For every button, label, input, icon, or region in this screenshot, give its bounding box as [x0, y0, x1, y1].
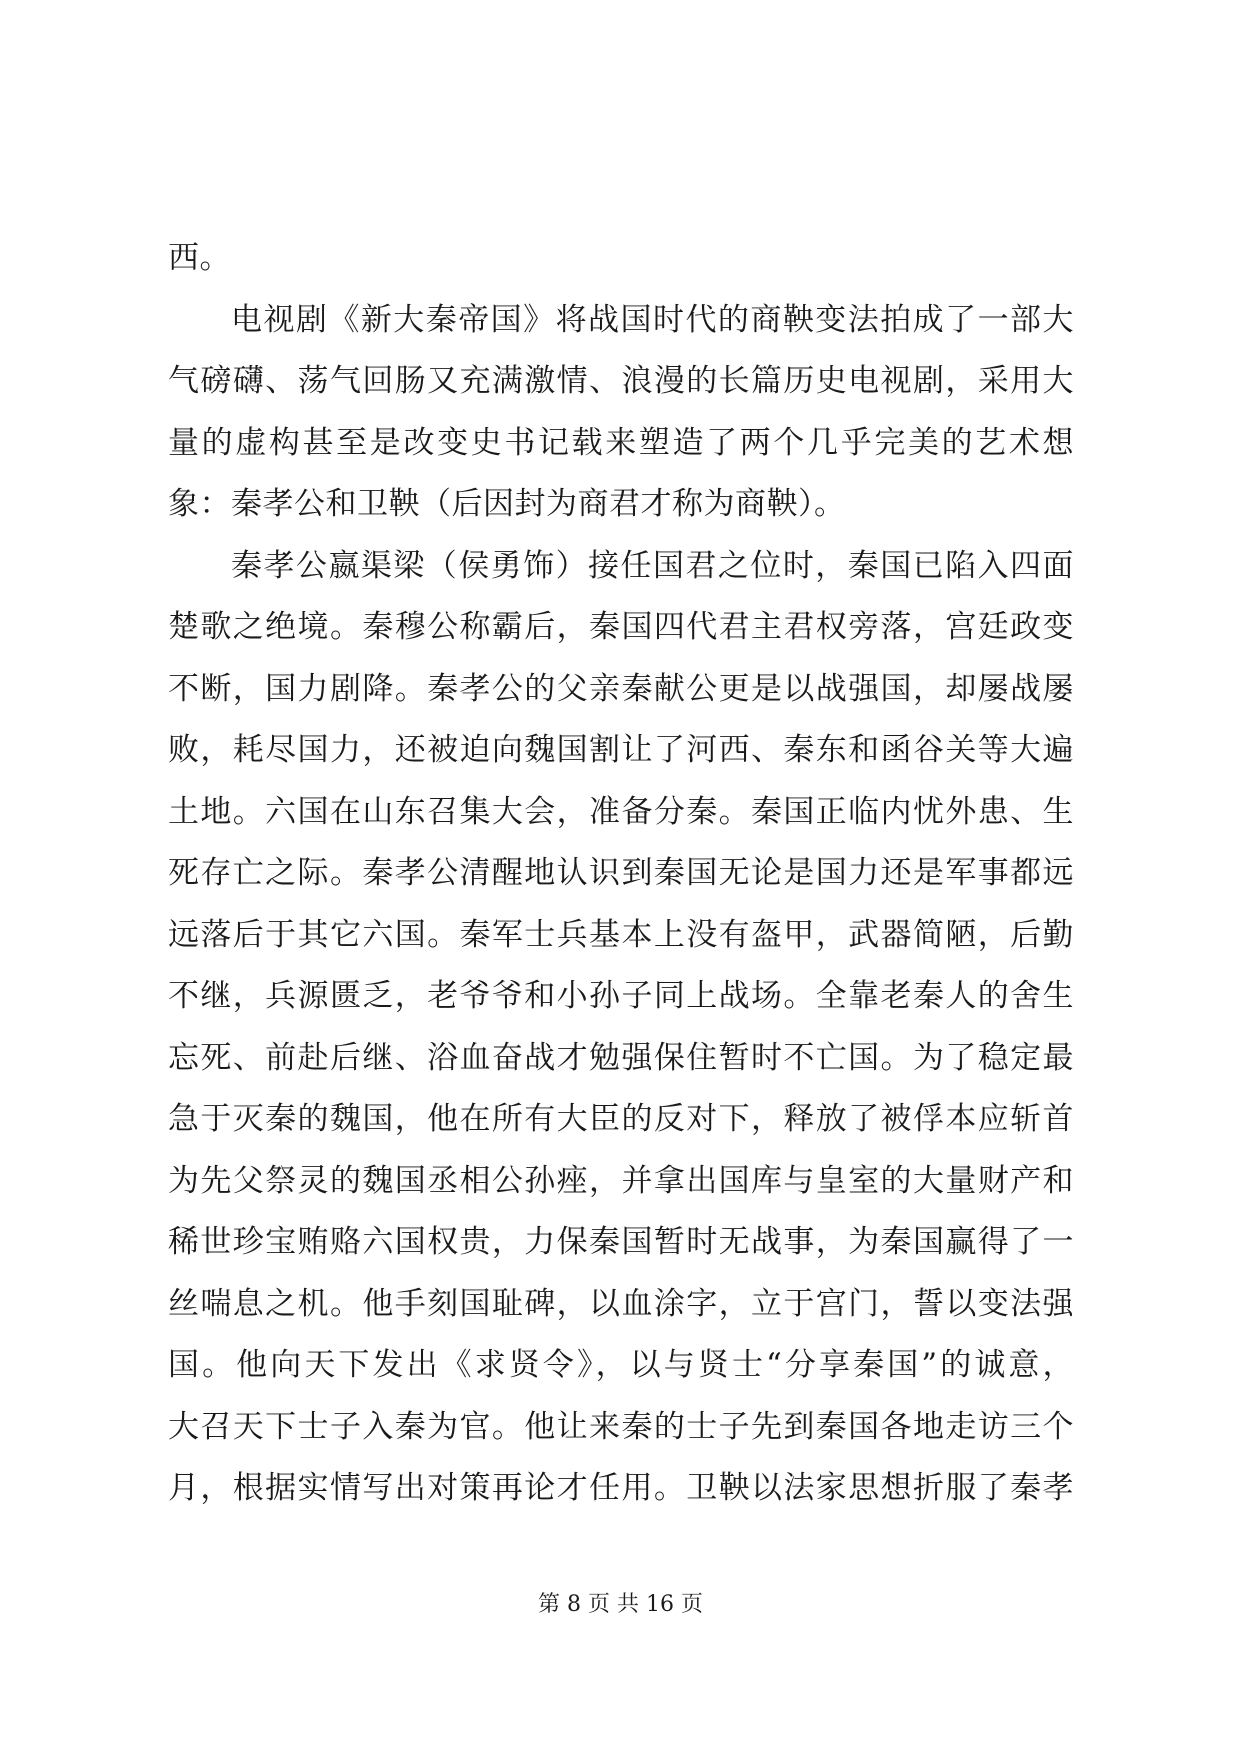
paragraph-line: 国。他向天下发出《求贤令》，以与贤士“分享秦国”的诚意，: [168, 1347, 1074, 1383]
page-number-footer: 第 8 页 共 16 页: [538, 1592, 703, 1617]
paragraph-line: 西。: [168, 240, 231, 276]
paragraph-line: 稀世珍宝贿赂六国权贵，力保秦国暂时无战事，为秦国赢得了一: [168, 1224, 1074, 1260]
paragraph-line: 大召天下士子入秦为官。他让来秦的士子先到秦国各地走访三个: [168, 1408, 1074, 1445]
paragraph-line: 不继，兵源匮乏，老爷爷和小孙子同上战场。全靠老秦人的舍生: [168, 978, 1074, 1014]
paragraph-line: 月，根据实情写出对策再论才任用。卫鞅以法家思想折服了秦孝: [168, 1470, 1074, 1506]
paragraph-line: 丝喘息之机。他手刻国耻碑，以血涂字，立于宫门，誓以变法强: [168, 1285, 1074, 1322]
paragraph-line: 象：秦孝公和卫鞅（后因封为商君才称为商鞅）。: [168, 486, 846, 522]
paragraph-line: 为先父祭灵的魏国丞相公孙痤，并拿出国库与皇室的大量财产和: [168, 1162, 1074, 1199]
paragraph-line: 远落后于其它六国。秦军士兵基本上没有盔甲，武器简陋，后勤: [168, 916, 1074, 953]
paragraph-line: 忘死、前赴后继、浴血奋战才勉强保住暂时不亡国。为了稳定最: [168, 1039, 1074, 1076]
paragraph-line: 败，耗尽国力，还被迫向魏国割让了河西、秦东和函谷关等大遍: [168, 732, 1074, 768]
paragraph-line: 死存亡之际。秦孝公清醒地认识到秦国无论是国力还是军事都远: [168, 855, 1074, 891]
paragraph-line: 急于灭秦的魏国，他在所有大臣的反对下，释放了被俘本应斩首: [168, 1101, 1074, 1137]
paragraph-line: 电视剧《新大秦帝国》将战国时代的商鞅变法拍成了一部大: [231, 301, 1074, 338]
paragraph-line: 楚歌之绝境。秦穆公称霸后，秦国四代君主君权旁落，宫廷政变: [168, 609, 1074, 645]
paragraph-line: 不断，国力剧降。秦孝公的父亲秦献公更是以战强国，却屡战屡: [168, 670, 1074, 707]
paragraph-line: 气磅礴、荡气回肠又充满激情、浪漫的长篇历史电视剧，采用大: [168, 363, 1074, 399]
paragraph-line: 量的虚构甚至是改变史书记载来塑造了两个几乎完美的艺术想: [168, 424, 1074, 461]
paragraph-line: 土地。六国在山东召集大会，准备分秦。秦国正临内忧外患、生: [168, 793, 1074, 830]
paragraph-line: 秦孝公嬴渠梁（侯勇饰）接任国君之位时，秦国已陷入四面: [231, 547, 1074, 584]
body-text: [168, 228, 1074, 1520]
